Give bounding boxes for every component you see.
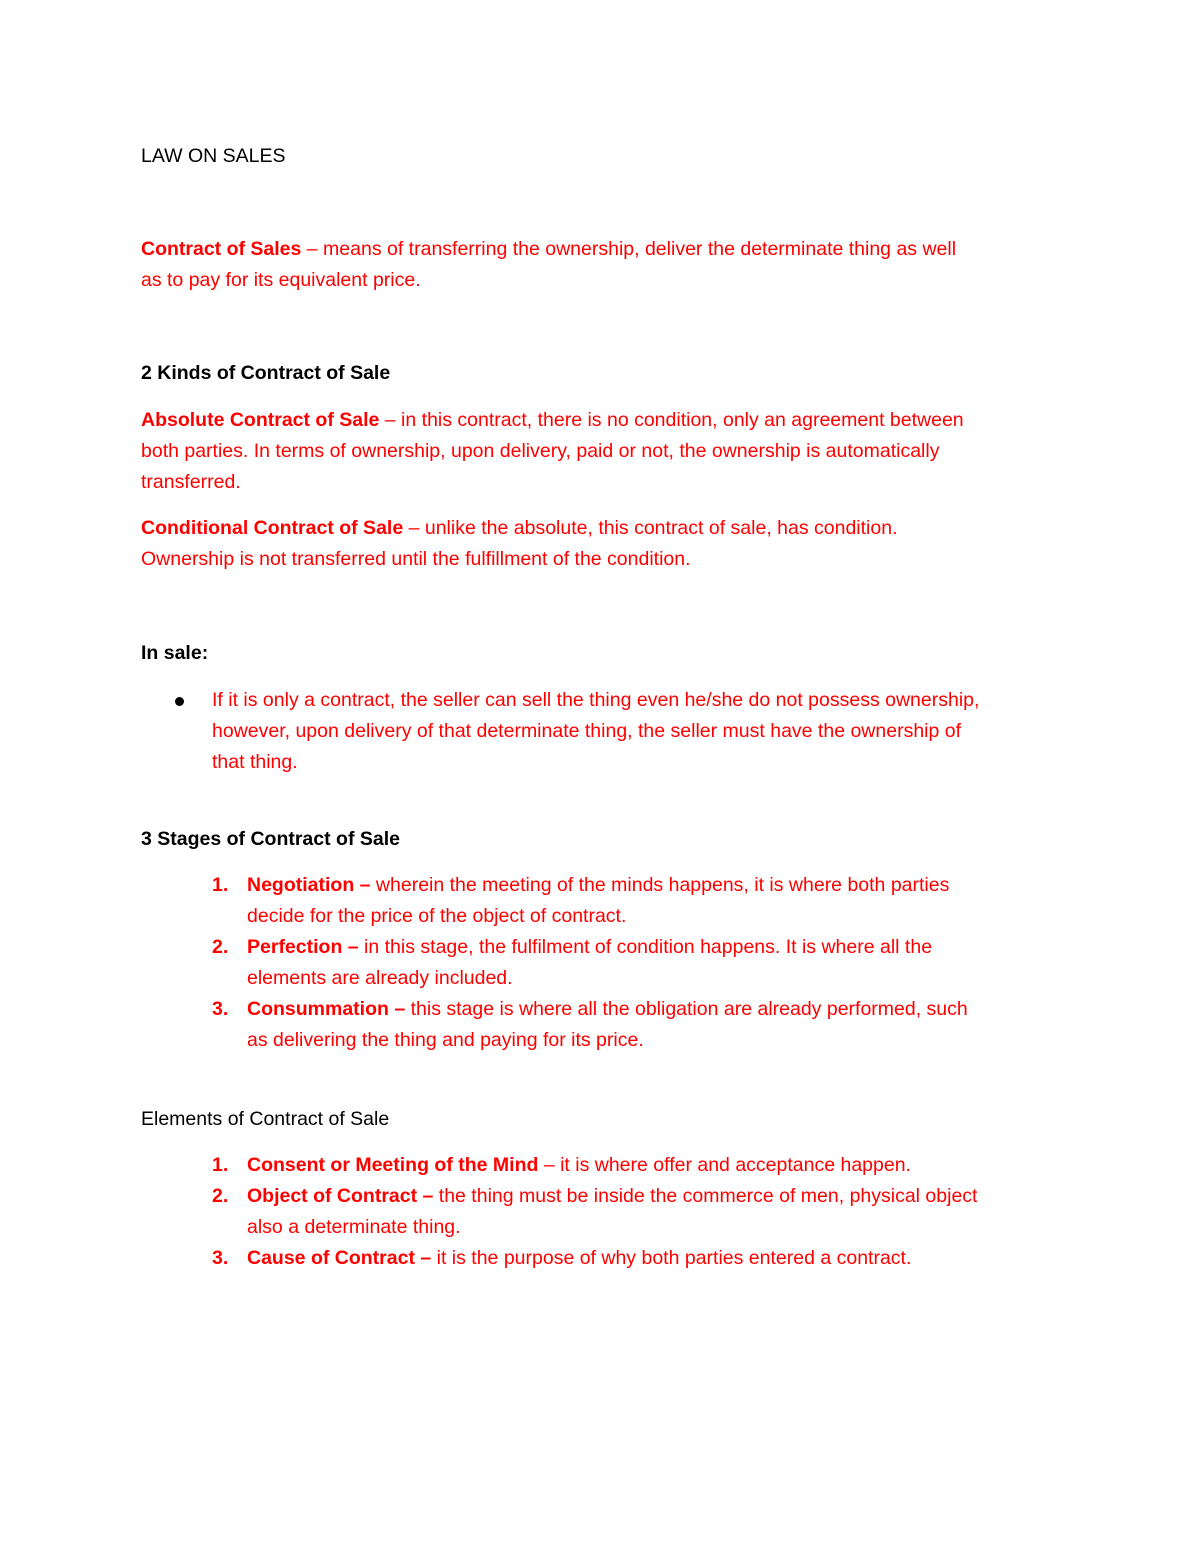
stage-text: in this stage, the fulfilment of condition happens. It is where all the bbox=[358, 936, 933, 958]
element-text: – it is where offer and acceptance happen. bbox=[538, 1154, 911, 1176]
stage-text: this stage is where all the obligation are already performed, such bbox=[405, 998, 968, 1020]
document-title: LAW ON SALES bbox=[141, 145, 286, 167]
in-sale-bullet-line-3: that thing. bbox=[212, 751, 298, 773]
stage-item-line-2: decide for the price of the object of contract. bbox=[247, 905, 627, 927]
in-sale-bullet-item bbox=[141, 685, 1092, 778]
conditional-term: Conditional Contract of Sale bbox=[141, 517, 404, 539]
element-text: the thing must be inside the commerce of men, physical object bbox=[433, 1185, 978, 1207]
element-term: Object of Contract – bbox=[247, 1185, 434, 1207]
stage-item-negotiation bbox=[141, 870, 1061, 932]
absolute-line-2: both parties. In terms of ownership, upon delivery, paid or not, the ownership is automatically bbox=[141, 440, 940, 462]
element-item-line-2: also a determinate thing. bbox=[247, 1216, 461, 1238]
list-number: 1. bbox=[212, 1154, 229, 1176]
element-item-consent bbox=[141, 1150, 1061, 1181]
element-item-line-1 bbox=[247, 1243, 1061, 1274]
stage-term: Perfection – bbox=[247, 936, 359, 958]
stage-item-line-1 bbox=[247, 870, 1061, 901]
list-number: 2. bbox=[212, 1185, 229, 1207]
conditional-line-2: Ownership is not transferred until the fulfillment of the condition. bbox=[141, 548, 691, 570]
stages-list bbox=[141, 870, 1061, 1056]
element-item-line-1 bbox=[247, 1181, 1061, 1212]
stage-item-line-2: as delivering the thing and paying for its price. bbox=[247, 1029, 644, 1051]
bullet-dot-icon bbox=[175, 697, 184, 706]
absolute-line-3: transferred. bbox=[141, 471, 241, 493]
element-item-object bbox=[141, 1181, 1061, 1243]
in-sale-bullet-line-1: If it is only a contract, the seller can sell the thing even he/she do not possess ownership, bbox=[212, 689, 980, 711]
list-number: 3. bbox=[212, 998, 229, 1020]
list-number: 3. bbox=[212, 1247, 229, 1269]
stage-item-consummation bbox=[141, 994, 1061, 1056]
conditional-line-1 bbox=[141, 513, 898, 544]
stage-item-perfection bbox=[141, 932, 1061, 994]
list-number: 1. bbox=[212, 874, 229, 896]
stage-text: wherein the meeting of the minds happens, it is where both parties bbox=[370, 874, 950, 896]
stage-term: Negotiation – bbox=[247, 874, 371, 896]
absolute-text-1: – in this contract, there is no condition, only an agreement between bbox=[379, 409, 964, 431]
list-number: 2. bbox=[212, 936, 229, 958]
stage-term: Consummation – bbox=[247, 998, 406, 1020]
element-item-line-1 bbox=[247, 1150, 1061, 1181]
contract-of-sales-line-1 bbox=[141, 234, 956, 265]
element-term: Consent or Meeting of the Mind bbox=[247, 1154, 539, 1176]
absolute-line-1 bbox=[141, 405, 964, 436]
conditional-text-1: – unlike the absolute, this contract of sale, has condition. bbox=[403, 517, 898, 539]
stage-item-line-1 bbox=[247, 994, 1061, 1025]
stage-item-line-1 bbox=[247, 932, 1061, 963]
elements-list bbox=[141, 1150, 1061, 1274]
stages-heading: 3 Stages of Contract of Sale bbox=[141, 828, 400, 850]
stage-item-line-2: elements are already included. bbox=[247, 967, 513, 989]
absolute-term: Absolute Contract of Sale bbox=[141, 409, 380, 431]
contract-of-sales-text-1: – means of transferring the ownership, deliver the determinate thing as well bbox=[301, 238, 957, 260]
element-term: Cause of Contract – bbox=[247, 1247, 432, 1269]
elements-heading: Elements of Contract of Sale bbox=[141, 1108, 390, 1130]
element-item-cause bbox=[141, 1243, 1061, 1274]
contract-of-sales-term: Contract of Sales bbox=[141, 238, 302, 260]
contract-of-sales-line-2: as to pay for its equivalent price. bbox=[141, 269, 421, 291]
in-sale-heading: In sale: bbox=[141, 642, 209, 664]
kinds-heading: 2 Kinds of Contract of Sale bbox=[141, 362, 391, 384]
in-sale-bullet-line-2: however, upon delivery of that determinate thing, the seller must have the ownership of bbox=[212, 720, 962, 742]
element-text: it is the purpose of why both parties entered a contract. bbox=[431, 1247, 912, 1269]
